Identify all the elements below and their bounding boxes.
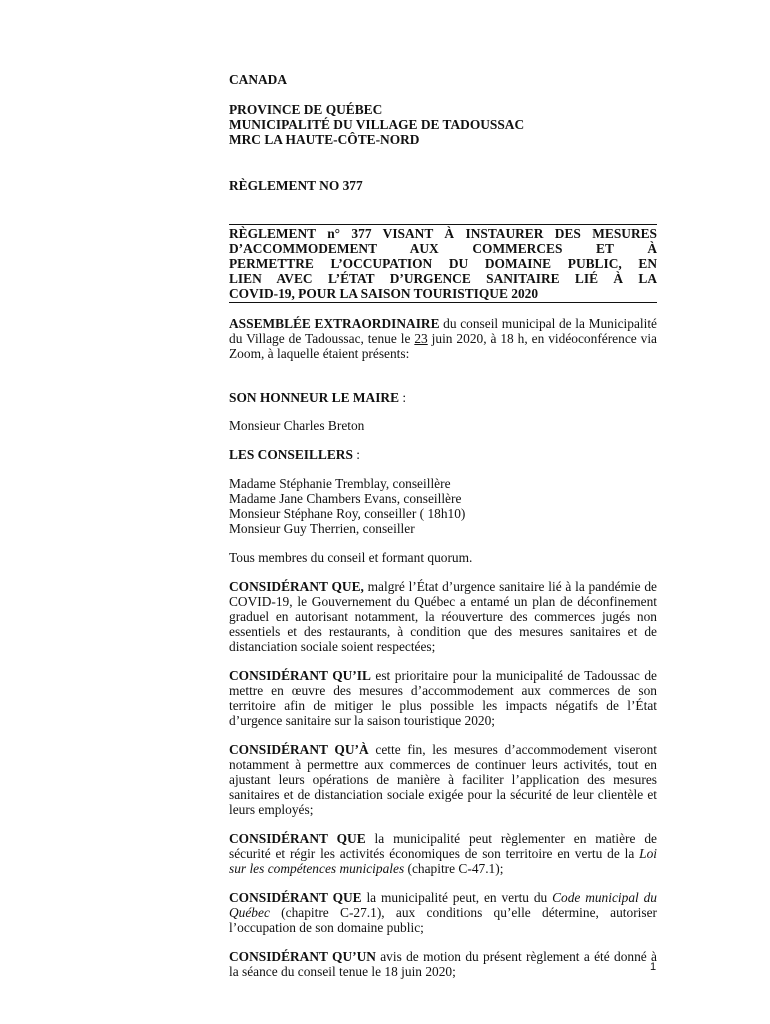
country-line: CANADA — [229, 72, 288, 87]
whereas-paragraph — [229, 742, 657, 817]
law-title: Loi sur les compétences municipales — [229, 846, 657, 876]
whereas-paragraph — [229, 831, 657, 876]
assembly-text-end: juin 2020, à 18 h, en vidéoconférence via Zoom, à laquelle étaient présents: — [229, 331, 657, 361]
whereas-paragraph — [229, 949, 657, 979]
councillors-heading-suffix: : — [352, 447, 360, 462]
title-line: COVID-19, POUR LA SAISON TOURISTIQUE 2020 — [229, 286, 539, 301]
assembly-date-day: 23 — [414, 331, 428, 346]
councillor-item: Madame Stéphanie Tremblay, conseillère — [229, 476, 451, 491]
whereas-paragraph — [229, 579, 657, 654]
bylaw-number: RÈGLEMENT NO 377 — [229, 178, 363, 193]
mayor-heading-suffix: : — [399, 390, 407, 405]
title-line: D’ACCOMMODEMENT AUX COMMERCES ET À — [229, 241, 657, 256]
mayor-heading: SON HONNEUR LE MAIRE — [229, 390, 400, 405]
whereas-paragraph — [229, 668, 657, 728]
assembly-text: du conseil municipal de la Municipalité du Village de Tadoussac, tenue le — [229, 316, 658, 346]
mayor-heading-line — [229, 390, 657, 405]
document-page — [229, 72, 657, 979]
whereas-text: avis de motion du présent règlement a été donné à la séance du conseil tenue le 18 juin 2020; — [229, 949, 657, 979]
whereas-tail: (chapitre C-47.1); — [404, 861, 504, 876]
whereas-text: la municipalité peut règlementer en matière de sécurité et régir les activités économiques de son territoire en vertu de la — [229, 831, 657, 861]
mrc-line: MRC LA HAUTE-CÔTE-NORD — [229, 132, 420, 147]
province-line: PROVINCE DE QUÉBEC — [229, 102, 383, 117]
whereas-text: malgré l’État d’urgence sanitaire lié à la pandémie de COVID-19, le Gouvernement du Québec a entamé un plan de déconfinement graduel en autorisant notamment, la réouverture des commerces jugés non essentiels et des restaurants, à condition que des mesures sanitaires et de distanciation sociale soient respectées; — [229, 579, 657, 654]
assembly-paragraph — [229, 316, 657, 361]
whereas-lead: CONSIDÉRANT QUE, — [229, 579, 364, 594]
councillor-item: Monsieur Guy Therrien, conseiller — [229, 521, 415, 536]
whereas-tail: (chapitre C-27.1), aux conditions qu’elle détermine, autoriser l’occupation de son domaine public; — [229, 905, 657, 935]
councillors-heading: LES CONSEILLERS — [229, 447, 353, 462]
councillor-item: Madame Jane Chambers Evans, conseillère — [229, 491, 462, 506]
title-line: RÈGLEMENT n° 377 VISANT À INSTAURER DES MESURES — [229, 226, 657, 241]
code-title: Code municipal du Québec — [229, 890, 657, 920]
municipality-line: MUNICIPALITÉ DU VILLAGE DE TADOUSSAC — [229, 117, 525, 132]
whereas-text: la municipalité peut, en vertu du — [361, 890, 553, 905]
bylaw-title — [229, 224, 657, 303]
mayor-name: Monsieur Charles Breton — [229, 418, 365, 433]
title-line: LIEN AVEC L’ÉTAT D’URGENCE SANITAIRE LIÉ À LA — [229, 271, 657, 286]
whereas-paragraph — [229, 890, 657, 935]
whereas-text: est prioritaire pour la municipalité de Tadoussac de mettre en œuvre des mesures d’accommodement aux commerces de son territoire afin de mitiger le plus possible les impacts négatifs de l’État d’urgence sanitaire sur la saison touristique 2020; — [229, 668, 657, 728]
councillors-list — [229, 476, 657, 536]
whereas-lead: CONSIDÉRANT QU’À — [229, 742, 369, 757]
councillors-heading-line — [229, 447, 657, 462]
whereas-text: cette fin, les mesures d’accommodement viseront notamment à permettre aux commerces de continuer leurs activités, tout en ajustant leurs opérations de manière à faciliter l’application des mesures sanitaires et de distanciation sociale exigée pour la sécurité de leur clientèle et leurs employés; — [229, 742, 657, 817]
quorum-statement: Tous membres du conseil et formant quorum. — [229, 550, 473, 565]
whereas-lead: CONSIDÉRANT QU’IL — [229, 668, 371, 683]
whereas-lead: CONSIDÉRANT QUE — [229, 831, 366, 846]
title-line: PERMETTRE L’OCCUPATION DU DOMAINE PUBLIC, EN — [229, 256, 657, 271]
page-number: 1 — [650, 961, 657, 973]
whereas-lead: CONSIDÉRANT QUE — [229, 890, 362, 905]
whereas-lead: CONSIDÉRANT QU’UN — [229, 949, 376, 964]
councillor-item: Monsieur Stéphane Roy, conseiller ( 18h10) — [229, 506, 466, 521]
assembly-lead: ASSEMBLÉE EXTRAORDINAIRE — [229, 316, 440, 331]
